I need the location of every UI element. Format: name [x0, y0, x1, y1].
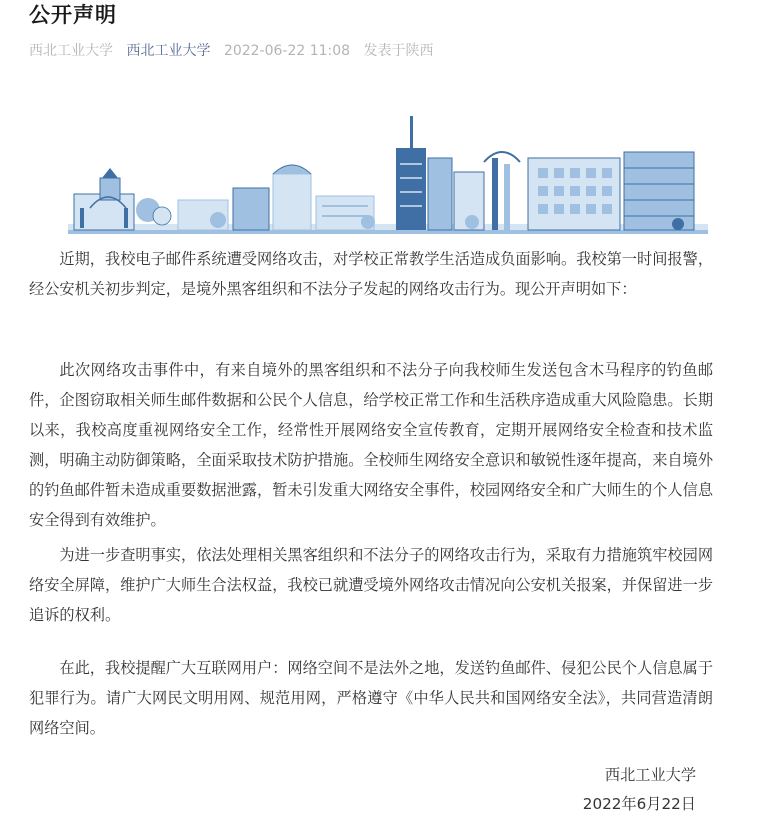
campus-skyline-illustration	[68, 112, 708, 238]
body-paragraph-3: 为进一步查明事实，依法处理相关黑客组织和不法分子的网络攻击行为，采取有力措施筑牢校园网络安全屏障，维护广大师生合法权益，我校已就遭受境外网络攻击情况向公安机关报案，并保留进一步追诉的权利。	[29, 546, 713, 624]
article-title: 公开声明	[29, 3, 117, 27]
signature-organization: 西北工业大学	[604, 766, 696, 784]
body-paragraph-2: 此次网络攻击事件中，有来自境外的黑客组织和不法分子向我校师生发送包含木马程序的钓鱼邮件，企图窃取相关师生邮件数据和公民个人信息，给学校正常工作和生活秩序造成重大风险隐患。长期以来，我校高度重视网络安全工作，经常性开展网络安全宣传教育，定期开展网络安全检查和技术监测，明确主动防御策略，全面采取技术防护措施。全校师生网络安全意识和敏锐性逐年提高，来自境外的钓鱼邮件暂未造成重要数据泄露，暂未引发重大网络安全事件，校园网络安全和广大师生的个人信息安全得到有效维护。	[29, 361, 713, 529]
publish-location: 发表于陕西	[363, 43, 434, 59]
account-name-link[interactable]: 西北工业大学	[126, 43, 211, 59]
body-paragraph-4: 在此，我校提醒广大互联网用户：网络空间不是法外之地，发送钓鱼邮件、侵犯公民个人信息属于犯罪行为。请广大网民文明用网、规范用网，严格遵守《中华人民共和国网络安全法》，共同营造清朗网络空间。	[29, 659, 713, 737]
publish-time: 2022-06-22 11:08	[223, 43, 351, 59]
article-author: 西北工业大学	[29, 43, 113, 59]
body-paragraph-1: 近期，我校电子邮件系统遭受网络攻击，对学校正常教学生活造成负面影响。我校第一时间报警，经公安机关初步判定，是境外黑客组织和不法分子发起的网络攻击行为。现公开声明如下：	[29, 250, 713, 298]
signature-date: 2022年6月22日	[582, 795, 696, 813]
article-meta	[29, 40, 443, 62]
